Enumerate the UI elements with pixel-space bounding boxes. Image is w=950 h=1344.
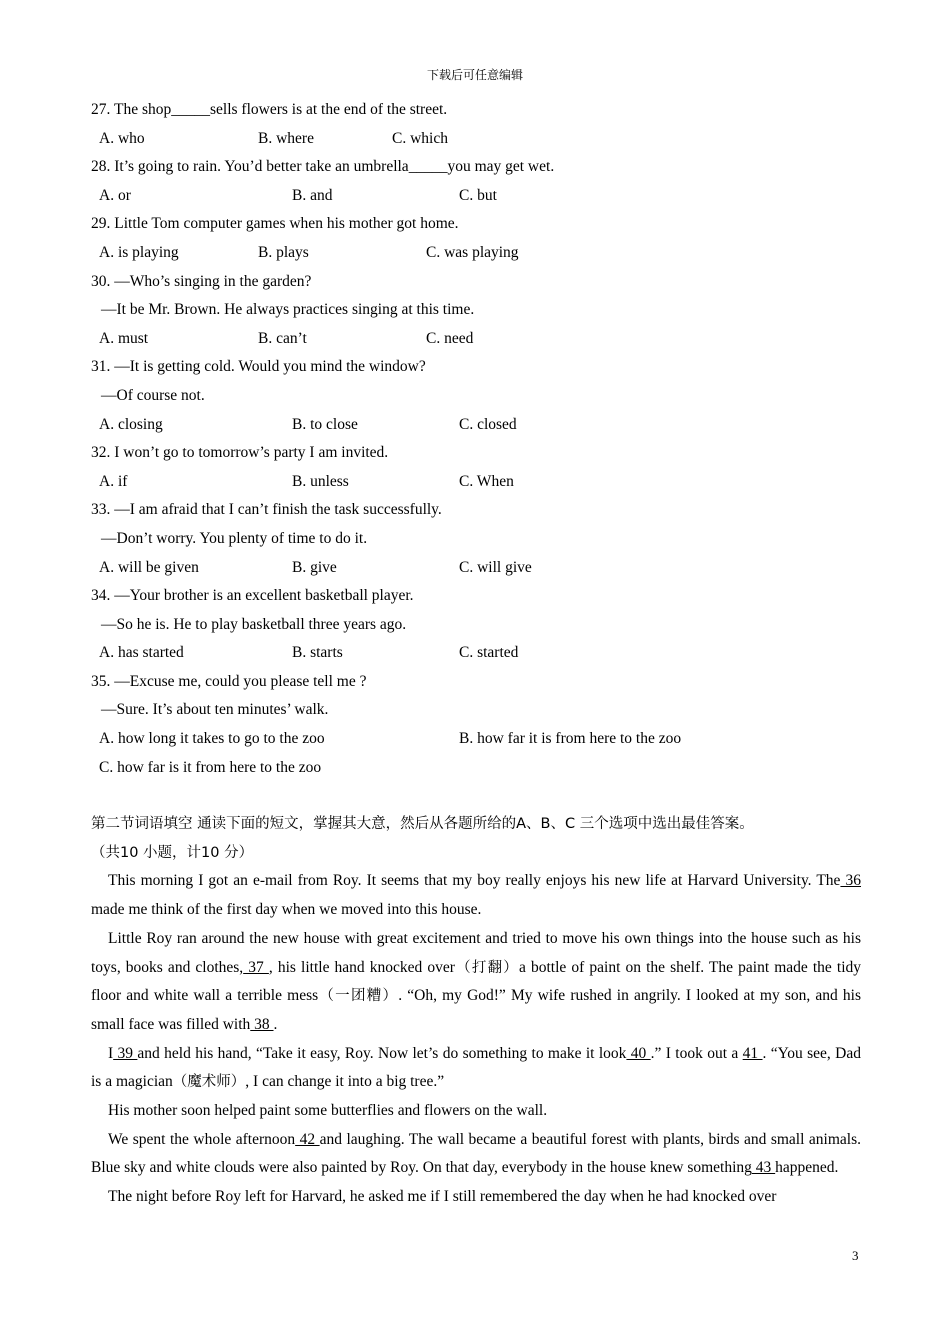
options-row (91, 725, 861, 754)
answer-option: C. When (459, 472, 514, 490)
answer-option: A. who (99, 129, 145, 147)
options-row (91, 411, 861, 440)
passage-paragraph-1 (91, 867, 861, 924)
blank-41: 41 (742, 1044, 763, 1062)
blank-39: 39 (113, 1044, 138, 1062)
question-stem: 34. —Your brother is an excellent basketball player. (91, 587, 414, 605)
answer-option: B. unless (292, 472, 349, 490)
section-gap (91, 782, 861, 810)
answer-option: A. closing (99, 415, 163, 433)
blank-42: 42 (295, 1130, 320, 1148)
options-row (91, 182, 861, 211)
document-body (91, 96, 861, 1212)
question-stem: 31. —It is getting cold. Would you mind the window? (91, 358, 426, 376)
answer-option: B. and (292, 186, 333, 204)
answer-option: B. can’t (258, 329, 307, 347)
answer-option: A. must (99, 329, 149, 347)
text: , I can change it into a big tree.” (245, 1073, 445, 1091)
answer-option: C. which (392, 129, 448, 147)
answer-option: A. or (99, 186, 131, 204)
options-row (91, 325, 861, 354)
options-row (91, 468, 861, 497)
dialogue-line: —Of course not. (101, 386, 205, 404)
text: and held his hand, “Take it easy, Roy. Now let’s do something to make it look (137, 1044, 627, 1062)
text: I (108, 1044, 114, 1062)
blank-40: 40 (626, 1044, 651, 1062)
question-stem: 35. —Excuse me, could you please tell me ? (91, 672, 367, 690)
chinese-gloss: （一团糟） (318, 988, 399, 1005)
options-row (91, 554, 861, 583)
answer-option: C. was playing (426, 243, 519, 261)
answer-option: B. where (258, 129, 314, 147)
passage-paragraph-5 (91, 1126, 861, 1183)
passage-paragraph-4: His mother soon helped paint some butterflies and flowers on the wall. (108, 1102, 548, 1120)
text: .” I took out a (650, 1044, 743, 1062)
text: We spent the whole afternoon (108, 1130, 296, 1148)
answer-option: C. how far is it from here to the zoo (99, 758, 322, 776)
blank-43: 43 (751, 1159, 776, 1177)
answer-option: B. plays (258, 243, 309, 261)
text: , his little hand knocked over (268, 958, 455, 976)
answer-option: A. if (99, 472, 128, 490)
multiple-choice-questions (91, 96, 861, 782)
passage-paragraph-3 (91, 1040, 861, 1097)
question-stem: 29. Little Tom computer games when his mother got home. (91, 215, 459, 233)
chinese-gloss: （打翻） (454, 959, 520, 976)
answer-option: C. started (459, 644, 519, 662)
dialogue-line: —Don’t worry. You plenty of time to do it. (101, 529, 368, 547)
question-stem: 32. I won’t go to tomorrow’s party I am invited. (91, 444, 389, 462)
options-row (91, 239, 861, 268)
text: happened. (775, 1159, 839, 1177)
options-row (91, 125, 861, 154)
page-header: 下载后可任意编辑 (426, 68, 523, 82)
text: . (273, 1015, 278, 1033)
answer-option: C. need (426, 329, 474, 347)
question-stem: 28. It’s going to rain. You’d better take an umbrella_____you may get wet. (91, 158, 555, 176)
text: made me think of the first day when we moved into this house. (91, 901, 482, 919)
answer-option: C. closed (459, 415, 517, 433)
answer-option: A. how long it takes to go to the zoo (99, 730, 325, 748)
answer-option: B. to close (292, 415, 358, 433)
passage-paragraph-6: The night before Roy left for Harvard, he asked me if I still remembered the day when he had knocked over (108, 1188, 777, 1206)
question-stem: 27. The shop_____sells flowers is at the end of the street. (91, 101, 448, 118)
section-title-line1: 第二节词语填空 通读下面的短文，掌握其大意，然后从各题所给的A、B、C 三个选项中选出最佳答案。 (91, 816, 754, 833)
answer-option: A. has started (99, 644, 184, 662)
text: . “You see, Dad is a magician (91, 1044, 862, 1091)
text: and laughing. The wall became a beautiful forest with plants, birds and small animals. Blue sky and white clouds were also painted by Roy. On that day, everybody in the house knew something (91, 1130, 861, 1177)
text: . “Oh, my God!” My wife rushed in angrily. I looked at my son, and his small face was filled with (91, 987, 861, 1033)
page-number: 3 (852, 1248, 859, 1263)
dialogue-line: —Sure. It’s about ten minutes’ walk. (101, 701, 329, 719)
options-row (91, 639, 861, 668)
text: This morning I got an e-mail from Roy. It seems that my boy really enjoys his new life at Harvard University. The (108, 872, 841, 890)
chinese-gloss: （魔术师） (172, 1074, 246, 1091)
dialogue-line: —So he is. He to play basketball three years ago. (101, 615, 407, 633)
answer-option: B. give (292, 558, 337, 576)
text: a bottle of paint on the shelf. The paint made the tidy floor and white wall a terrible mess (91, 958, 862, 1005)
answer-option: C. will give (459, 558, 532, 576)
blank-38: 38 (250, 1015, 274, 1033)
passage-paragraph-2 (91, 925, 861, 1040)
options-row (91, 754, 861, 783)
answer-option: B. how far it is from here to the zoo (459, 730, 682, 748)
dialogue-line: —It be Mr. Brown. He always practices singing at this time. (101, 301, 475, 319)
text: Little Roy ran around the new house with great excitement and tried to move his own things into the house such as his toys, books and clothes, (91, 929, 861, 976)
answer-option: B. starts (292, 644, 343, 662)
blank-37: 37 (243, 958, 269, 976)
question-stem: 33. —I am afraid that I can’t finish the task successfully. (91, 501, 442, 519)
section-title-line2: （共10 小题，计10 分） (91, 844, 254, 861)
answer-option: C. but (459, 186, 497, 204)
question-stem: 30. —Who’s singing in the garden? (91, 272, 312, 290)
answer-option: A. will be given (99, 558, 199, 576)
answer-option: A. is playing (99, 243, 179, 261)
blank-36: 36 (840, 872, 861, 890)
